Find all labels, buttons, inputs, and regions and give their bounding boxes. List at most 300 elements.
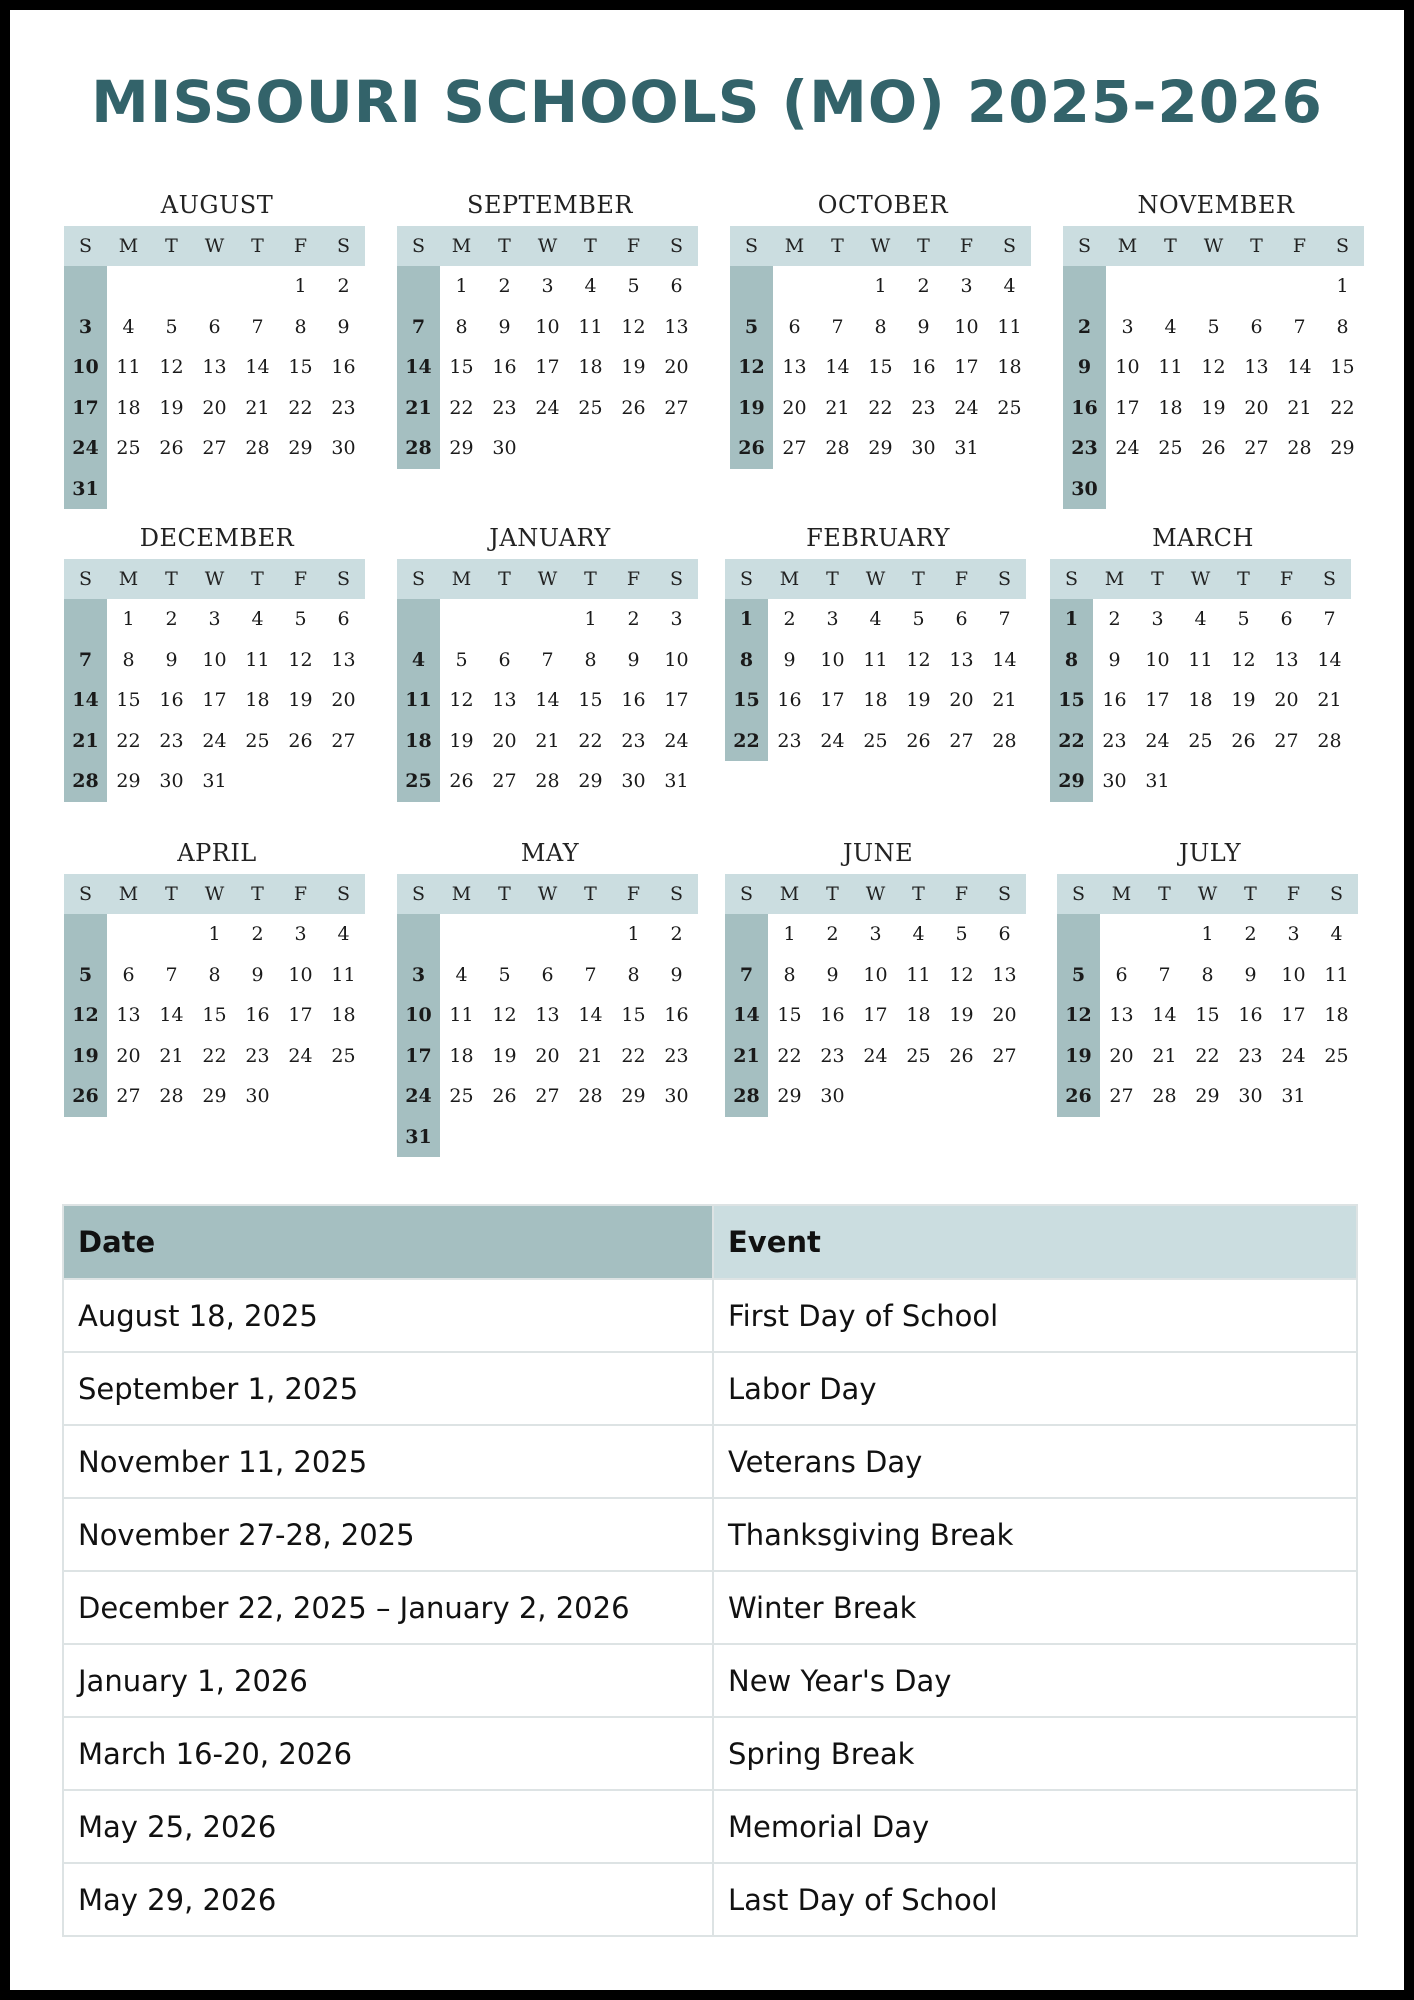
day-cell: 2 — [1108, 608, 1121, 630]
day-cell: 1 — [584, 608, 597, 630]
day-cell: 21 — [1152, 1044, 1177, 1067]
day-cell: 24 — [820, 729, 845, 752]
day-cell: 15 — [777, 1004, 802, 1026]
day-cell: 14 — [578, 1004, 603, 1026]
day-cell: 16 — [664, 1004, 689, 1026]
day-cell: 16 — [245, 1004, 270, 1026]
day-cell — [1222, 761, 1265, 802]
day-cell — [279, 469, 322, 510]
day-cell: 4 — [1194, 608, 1207, 630]
day-cell: 3 — [826, 608, 839, 630]
table-row — [63, 1644, 1357, 1717]
day-cell — [988, 428, 1031, 469]
day-cell: 3 — [294, 923, 307, 945]
day-cell — [236, 761, 279, 802]
day-cell — [1106, 266, 1149, 307]
day-cell: 19 — [492, 1044, 517, 1067]
day-cell — [483, 599, 526, 640]
day-cell: 19 — [1201, 396, 1226, 419]
weekday-label: S — [669, 568, 684, 590]
event-name: New Year's Day — [713, 1644, 1357, 1717]
day-cell — [1179, 761, 1222, 802]
weekday-label: T — [584, 568, 597, 590]
day-cell: 28 — [733, 1085, 760, 1107]
day-cell: 14 — [159, 1004, 184, 1026]
event-name: Spring Break — [713, 1717, 1357, 1790]
day-cell: 10 — [664, 648, 689, 671]
day-cell: 11 — [449, 1004, 474, 1026]
day-cell: 9 — [1077, 356, 1092, 378]
day-cell: 25 — [906, 1044, 931, 1067]
week-row — [1050, 599, 1351, 640]
day-cell: 13 — [202, 356, 227, 378]
week-row — [397, 599, 698, 640]
day-cell: 22 — [578, 729, 603, 752]
weekday-label: T — [165, 883, 178, 905]
day-cell: 1 — [208, 923, 221, 945]
day-cell: 15 — [288, 356, 313, 378]
day-cell: 10 — [535, 315, 560, 338]
day-cell: 25 — [863, 729, 888, 752]
day-cell: 15 — [621, 1004, 646, 1026]
day-cell: 9 — [826, 963, 839, 986]
day-cell: 27 — [202, 437, 227, 459]
day-cell: 24 — [405, 1085, 432, 1107]
day-cell: 18 — [245, 689, 270, 711]
day-cell: 18 — [578, 356, 603, 378]
day-cell: 16 — [1238, 1004, 1263, 1026]
month-october — [730, 190, 1036, 469]
weekday-label: S — [78, 883, 93, 905]
day-cell: 11 — [906, 963, 931, 986]
day-cell: 27 — [1274, 729, 1299, 752]
day-cell — [1057, 914, 1100, 955]
day-cell: 20 — [1109, 1044, 1134, 1067]
weekday-label: F — [954, 883, 969, 905]
day-cell: 14 — [245, 356, 270, 378]
day-cell — [150, 469, 193, 510]
weekday-label: S — [411, 235, 426, 257]
week-row — [64, 307, 365, 348]
day-cell: 3 — [960, 275, 973, 297]
table-row — [63, 1571, 1357, 1644]
day-cell: 28 — [1152, 1085, 1177, 1107]
day-cell: 7 — [251, 315, 264, 338]
day-cell: 17 — [1115, 396, 1140, 419]
weekday-label: M — [451, 883, 472, 905]
day-cell — [1192, 266, 1235, 307]
day-cell — [397, 914, 440, 955]
weekday-label: T — [1164, 235, 1177, 257]
day-cell — [1143, 914, 1186, 955]
table-row — [63, 1498, 1357, 1571]
day-cell: 22 — [202, 1044, 227, 1067]
day-cell: 9 — [783, 648, 796, 671]
day-cell: 11 — [331, 963, 356, 986]
day-cell — [150, 914, 193, 955]
day-cell: 26 — [1201, 437, 1226, 459]
week-row — [64, 955, 365, 996]
day-cell — [397, 266, 440, 307]
week-row — [1050, 640, 1351, 681]
day-cell: 14 — [405, 356, 432, 378]
day-cell: 21 — [578, 1044, 603, 1067]
event-date: March 16-20, 2026 — [63, 1717, 713, 1790]
weekday-label: T — [826, 568, 839, 590]
day-cell: 28 — [72, 770, 99, 792]
weekday-label: S — [1335, 235, 1350, 257]
week-row — [397, 680, 698, 721]
day-cell: 27 — [331, 729, 356, 752]
day-cell: 1 — [783, 923, 796, 945]
weekday-label: T — [831, 235, 844, 257]
event-date: November 11, 2025 — [63, 1425, 713, 1498]
day-cell — [526, 599, 569, 640]
week-row — [730, 266, 1031, 307]
day-cell: 17 — [535, 356, 560, 378]
day-cell: 20 — [202, 396, 227, 419]
month-name: NOVEMBER — [1137, 191, 1295, 219]
weekday-label: F — [626, 883, 641, 905]
day-cell: 23 — [1238, 1044, 1263, 1067]
day-cell: 12 — [1201, 356, 1226, 378]
day-cell — [107, 469, 150, 510]
day-cell — [569, 428, 612, 469]
day-cell: 14 — [733, 1004, 760, 1026]
day-cell: 4 — [251, 608, 264, 630]
day-cell: 18 — [449, 1044, 474, 1067]
day-cell: 24 — [1281, 1044, 1306, 1067]
day-cell: 19 — [621, 356, 646, 378]
week-row — [725, 955, 1026, 996]
day-cell: 15 — [202, 1004, 227, 1026]
weekday-label: W — [537, 568, 558, 590]
day-cell: 4 — [337, 923, 350, 945]
month-november — [1063, 190, 1369, 509]
day-cell: 21 — [405, 396, 432, 419]
weekday-label: S — [739, 568, 754, 590]
day-cell: 21 — [1317, 689, 1342, 711]
day-cell: 10 — [954, 315, 979, 338]
weekday-label: T — [165, 235, 178, 257]
week-row — [397, 428, 698, 469]
week-row — [1050, 761, 1351, 802]
day-cell: 12 — [159, 356, 184, 378]
day-cell — [1100, 914, 1143, 955]
weekday-label: F — [1286, 883, 1301, 905]
day-cell: 1 — [294, 275, 307, 297]
day-cell: 6 — [337, 608, 350, 630]
table-row — [63, 1352, 1357, 1425]
week-row — [64, 388, 365, 429]
month-name: OCTOBER — [817, 191, 949, 219]
day-cell: 28 — [245, 437, 270, 459]
day-cell: 20 — [992, 1004, 1017, 1026]
day-cell: 9 — [165, 648, 178, 671]
day-cell — [440, 914, 483, 955]
week-row — [397, 1036, 698, 1077]
weekday-label: F — [626, 235, 641, 257]
day-cell: 7 — [411, 315, 426, 338]
day-cell: 23 — [777, 729, 802, 752]
day-cell: 19 — [1231, 689, 1256, 711]
day-cell: 16 — [621, 689, 646, 711]
day-cell: 7 — [1293, 315, 1306, 338]
month-name: SEPTEMBER — [467, 191, 633, 219]
weekday-label: W — [865, 883, 886, 905]
table-row — [63, 1279, 1357, 1352]
weekday-label: S — [1322, 568, 1337, 590]
day-cell: 26 — [159, 437, 184, 459]
day-cell: 26 — [72, 1085, 99, 1107]
day-cell: 8 — [1064, 648, 1079, 671]
month-name: JANUARY — [489, 524, 611, 552]
month-name: AUGUST — [160, 191, 274, 219]
weekday-label: M — [779, 883, 800, 905]
day-cell: 29 — [621, 1085, 646, 1107]
day-cell: 18 — [116, 396, 141, 419]
month-grid — [64, 874, 365, 1117]
week-row — [725, 680, 1026, 721]
day-cell: 31 — [72, 477, 99, 500]
day-cell: 22 — [621, 1044, 646, 1067]
table-row — [63, 1717, 1357, 1790]
month-grid — [725, 874, 1026, 1117]
day-cell: 11 — [1324, 963, 1349, 986]
day-cell: 1 — [627, 923, 640, 945]
weekday-label: W — [204, 568, 225, 590]
month-september — [397, 190, 703, 469]
day-cell: 8 — [783, 963, 796, 986]
day-cell: 10 — [1145, 648, 1170, 671]
day-cell: 12 — [492, 1004, 517, 1026]
day-cell: 5 — [165, 315, 178, 338]
day-cell: 20 — [664, 356, 689, 378]
day-cell — [940, 1076, 983, 1117]
day-cell: 15 — [116, 689, 141, 711]
day-cell: 1 — [1336, 275, 1349, 297]
day-cell — [730, 266, 773, 307]
weekday-label: F — [293, 883, 308, 905]
day-cell: 2 — [826, 923, 839, 945]
day-cell: 1 — [1201, 923, 1214, 945]
month-grid — [730, 226, 1031, 469]
day-cell: 8 — [1201, 963, 1214, 986]
weekday-label: T — [1151, 568, 1164, 590]
day-cell: 23 — [621, 729, 646, 752]
day-cell: 30 — [911, 437, 936, 459]
day-cell: 11 — [578, 315, 603, 338]
weekday-label: T — [498, 235, 511, 257]
day-cell: 14 — [1287, 356, 1312, 378]
month-april — [64, 838, 370, 1117]
event-date: May 25, 2026 — [63, 1790, 713, 1863]
week-row — [64, 995, 365, 1036]
day-cell: 11 — [1158, 356, 1183, 378]
day-cell: 20 — [535, 1044, 560, 1067]
day-cell — [569, 914, 612, 955]
week-row — [64, 347, 365, 388]
day-cell: 6 — [541, 963, 554, 986]
weekday-label: T — [1250, 235, 1263, 257]
week-row — [730, 388, 1031, 429]
day-cell: 3 — [1151, 608, 1164, 630]
day-cell: 30 — [1102, 770, 1127, 792]
day-cell: 1 — [122, 608, 135, 630]
day-cell — [612, 428, 655, 469]
day-cell: 25 — [245, 729, 270, 752]
day-cell: 8 — [1336, 315, 1349, 338]
day-cell — [64, 266, 107, 307]
weekday-label: W — [204, 883, 225, 905]
day-cell: 13 — [1274, 648, 1299, 671]
day-cell — [64, 599, 107, 640]
day-cell: 3 — [1287, 923, 1300, 945]
weekday-label: M — [118, 883, 139, 905]
day-cell: 25 — [1324, 1044, 1349, 1067]
day-cell — [483, 1117, 526, 1158]
week-row — [64, 680, 365, 721]
week-row — [64, 266, 365, 307]
day-cell: 26 — [288, 729, 313, 752]
month-december — [64, 523, 370, 802]
day-cell: 14 — [992, 648, 1017, 671]
day-cell — [1315, 1076, 1358, 1117]
week-row — [64, 469, 365, 510]
month-grid — [64, 559, 365, 802]
day-cell: 28 — [825, 437, 850, 459]
weekday-label: T — [498, 883, 511, 905]
day-cell: 13 — [492, 689, 517, 711]
day-cell: 31 — [664, 770, 689, 792]
day-cell: 17 — [820, 689, 845, 711]
day-cell — [526, 1117, 569, 1158]
day-cell — [1192, 469, 1235, 510]
day-cell — [64, 914, 107, 955]
day-cell: 24 — [288, 1044, 313, 1067]
weekday-label: W — [1197, 883, 1218, 905]
event-date: January 1, 2026 — [63, 1644, 713, 1717]
day-cell: 22 — [116, 729, 141, 752]
day-cell: 5 — [1207, 315, 1220, 338]
day-cell: 27 — [782, 437, 807, 459]
day-cell: 14 — [825, 356, 850, 378]
day-cell: 14 — [535, 689, 560, 711]
day-cell: 27 — [992, 1044, 1017, 1067]
weekday-label: W — [865, 568, 886, 590]
week-row — [1057, 955, 1358, 996]
day-cell: 21 — [159, 1044, 184, 1067]
month-grid — [1063, 226, 1364, 509]
day-cell: 18 — [1324, 1004, 1349, 1026]
event-name: Thanksgiving Break — [713, 1498, 1357, 1571]
day-cell: 21 — [733, 1044, 760, 1067]
weekday-header-row — [1050, 559, 1351, 599]
day-cell: 7 — [78, 648, 93, 671]
day-cell: 2 — [165, 608, 178, 630]
month-name: APRIL — [177, 839, 257, 867]
day-cell — [440, 599, 483, 640]
day-cell: 4 — [912, 923, 925, 945]
day-cell: 4 — [1330, 923, 1343, 945]
weekday-label: M — [784, 235, 805, 257]
day-cell: 4 — [411, 648, 426, 671]
weekday-label: S — [78, 568, 93, 590]
day-cell: 3 — [208, 608, 221, 630]
day-cell: 8 — [874, 315, 887, 338]
month-grid — [397, 559, 698, 802]
day-cell: 30 — [664, 1085, 689, 1107]
day-cell: 26 — [621, 396, 646, 419]
week-row — [1050, 721, 1351, 762]
weekday-label: W — [870, 235, 891, 257]
weekday-label: T — [251, 883, 264, 905]
weekday-label: S — [411, 883, 426, 905]
weekday-label: M — [451, 235, 472, 257]
day-cell: 22 — [777, 1044, 802, 1067]
weekday-label: W — [537, 883, 558, 905]
day-cell: 18 — [331, 1004, 356, 1026]
day-cell: 5 — [912, 608, 925, 630]
day-cell: 5 — [1237, 608, 1250, 630]
day-cell: 10 — [820, 648, 845, 671]
day-cell: 1 — [1064, 608, 1079, 630]
day-cell: 10 — [202, 648, 227, 671]
event-name: Last Day of School — [713, 1863, 1357, 1936]
day-cell: 19 — [288, 689, 313, 711]
weekday-label: T — [251, 235, 264, 257]
day-cell: 8 — [627, 963, 640, 986]
day-cell — [107, 914, 150, 955]
day-cell: 25 — [449, 1085, 474, 1107]
day-cell: 23 — [1102, 729, 1127, 752]
day-cell: 15 — [449, 356, 474, 378]
day-cell: 18 — [405, 729, 432, 752]
day-cell: 27 — [116, 1085, 141, 1107]
day-cell: 6 — [998, 923, 1011, 945]
week-row — [725, 1076, 1026, 1117]
day-cell: 6 — [1280, 608, 1293, 630]
day-cell: 27 — [535, 1085, 560, 1107]
day-cell: 23 — [820, 1044, 845, 1067]
week-row — [730, 347, 1031, 388]
month-july — [1057, 838, 1363, 1117]
day-cell — [569, 1117, 612, 1158]
event-name: First Day of School — [713, 1279, 1357, 1352]
day-cell: 20 — [116, 1044, 141, 1067]
day-cell: 26 — [1065, 1085, 1092, 1107]
week-row — [1057, 914, 1358, 955]
day-cell: 17 — [664, 689, 689, 711]
weekday-label: S — [669, 235, 684, 257]
day-cell: 3 — [869, 923, 882, 945]
day-cell: 15 — [578, 689, 603, 711]
day-cell: 12 — [1231, 648, 1256, 671]
event-date: December 22, 2025 – January 2, 2026 — [63, 1571, 713, 1644]
day-cell: 31 — [1281, 1085, 1306, 1107]
day-cell: 17 — [288, 1004, 313, 1026]
table-row — [63, 1425, 1357, 1498]
day-cell: 13 — [331, 648, 356, 671]
day-cell — [1235, 266, 1278, 307]
weekday-label: M — [451, 568, 472, 590]
day-cell: 23 — [664, 1044, 689, 1067]
day-cell: 5 — [744, 315, 759, 338]
week-row — [725, 1036, 1026, 1077]
month-august — [64, 190, 370, 509]
day-cell: 20 — [331, 689, 356, 711]
day-cell — [1063, 266, 1106, 307]
